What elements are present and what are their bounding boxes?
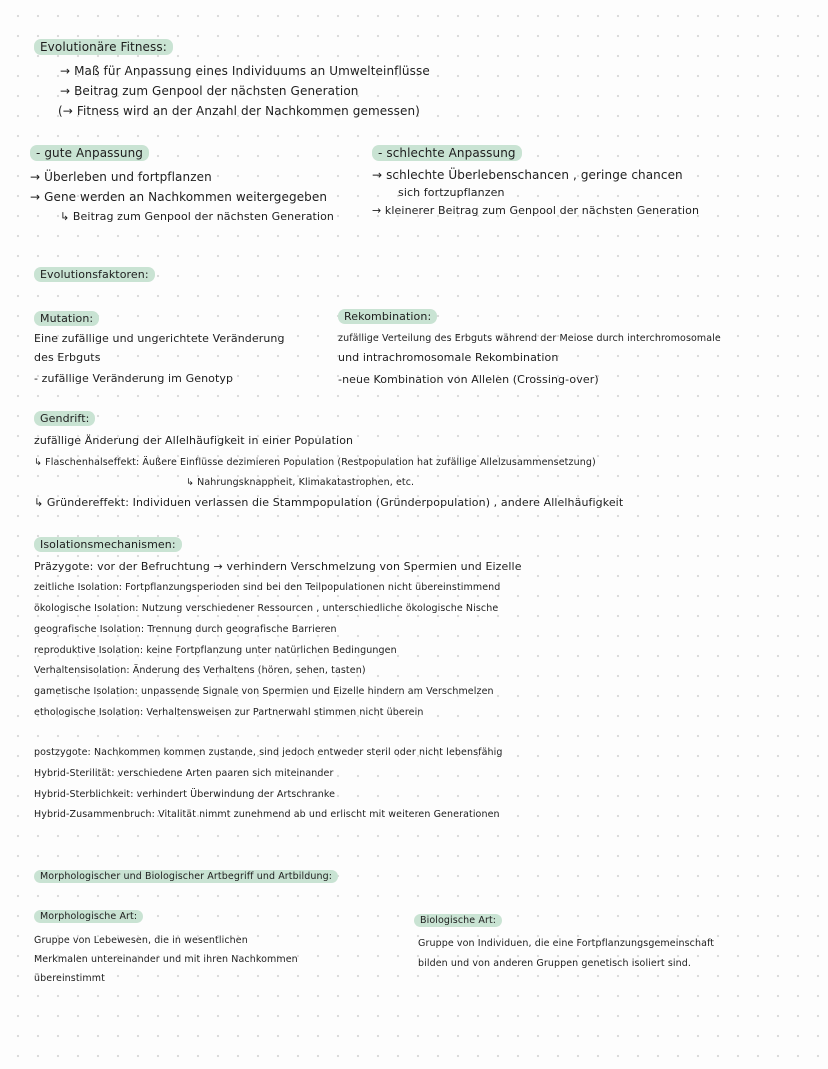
rekombination-line-3: -neue Kombination von Allelen (Crossing-over) — [338, 373, 599, 386]
fitness-line-1: → Maß für Anpassung eines Individuums an Umwelteinflüsse — [60, 64, 430, 78]
schlechte-heading: - schlechte Anpassung — [372, 146, 522, 160]
gendrift-heading: Gendrift: — [34, 412, 95, 426]
bio-line-1: Gruppe von Individuen, die eine Fortpflanzungsgemeinschaft — [418, 938, 715, 949]
schlechte-line-2: sich fortzupflanzen — [398, 186, 505, 199]
praezygot-line-2: zeitliche Isolation: Fortpflanzungsperioden sind bei den Teilpopulationen nicht übereinstimmend — [34, 582, 501, 593]
postzygot-line-1: postzygote: Nachkommen kommen zustande, sind jedoch entweder steril oder nicht lebensfähig — [34, 747, 503, 758]
postzygot-line-2: Hybrid-Sterilität: verschiedene Arten paaren sich miteinander — [34, 768, 334, 779]
rekombination-heading: Rekombination: — [338, 310, 437, 324]
fitness-line-3: (→ Fitness wird an der Anzahl der Nachkommen gemessen) — [58, 104, 420, 118]
rekombination-line-1: zufällige Verteilung des Erbguts während der Meiose durch interchromosomale — [338, 333, 721, 344]
fitness-line-2: → Beitrag zum Genpool der nächsten Generation — [60, 84, 359, 98]
praezygot-line-8: ethologische Isolation: Verhaltensweisen zur Partnerwahl stimmen nicht überein — [34, 707, 424, 718]
gendrift-line-1: zufällige Änderung der Allelhäufigkeit in einer Population — [34, 434, 354, 447]
morph-line-1: Gruppe von Lebewesen, die in wesentlichen — [34, 935, 248, 946]
artbegriff-heading: Morphologischer und Biologischer Artbegriff und Artbildung: — [34, 870, 338, 884]
rekombination-line-2: und intrachromosomale Rekombination — [338, 351, 559, 364]
praezygot-line-5: reproduktive Isolation: keine Fortpflanzung unter natürlichen Bedingungen — [34, 645, 397, 656]
praezygot-line-6: Verhaltensisolation: Änderung des Verhaltens (hören, sehen, tasten) — [34, 665, 366, 676]
gute-line-1: → Überleben und fortpflanzen — [30, 170, 212, 184]
postzygot-line-4: Hybrid-Zusammenbruch: Vitalität nimmt zunehmend ab und erlischt mit weiteren Generationen — [34, 809, 500, 820]
gute-line-3: ↳ Beitrag zum Genpool der nächsten Generation — [60, 210, 334, 223]
morph-line-3: übereinstimmt — [34, 973, 105, 984]
morph-line-2: Merkmalen untereinander und mit ihren Nachkommen — [34, 954, 298, 965]
praezygot-line-4: geografische Isolation: Trennung durch geografische Barrieren — [34, 624, 337, 635]
praezygot-line-1: Präzygote: vor der Befruchtung → verhindern Verschmelzung von Spermien und Eizelle — [34, 560, 522, 573]
postzygot-line-3: Hybrid-Sterblichkeit: verhindert Überwindung der Artschranke — [34, 789, 336, 800]
mutation-line-2: des Erbguts — [34, 351, 101, 364]
bio-line-2: bilden und von anderen Gruppen genetisch isoliert sind. — [418, 958, 691, 969]
praezygot-line-7: gametische Isolation: unpassende Signale von Spermien und Eizelle hindern am Verschmelzen — [34, 686, 494, 697]
bio-heading: Biologische Art: — [414, 914, 502, 928]
mutation-line-3: - zufällige Veränderung im Genotyp — [34, 372, 234, 385]
gendrift-line-2: ↳ Flaschenhalseffekt: Äußere Einflüsse dezimieren Population (Restpopulation hat zufällige Allelzusammensetzung) — [34, 457, 596, 468]
gute-line-2: → Gene werden an Nachkommen weitergegeben — [30, 190, 328, 204]
morph-heading: Morphologische Art: — [34, 910, 143, 924]
isolation-heading: Isolationsmechanismen: — [34, 538, 182, 552]
mutation-heading: Mutation: — [34, 312, 99, 326]
faktoren-heading: Evolutionsfaktoren: — [34, 268, 155, 282]
gendrift-line-3: ↳ Nahrungsknappheit, Klimakatastrophen, etc. — [186, 477, 415, 488]
gendrift-line-4: ↳ Gründereffekt: Individuen verlassen die Stammpopulation (Gründerpopulation) , andere Allelhäufigkeit — [34, 496, 624, 509]
schlechte-line-1: → schlechte Überlebenschancen , geringe chancen — [372, 168, 683, 182]
gute-heading: - gute Anpassung — [30, 146, 149, 160]
praezygot-line-3: ökologische Isolation: Nutzung verschiedener Ressourcen , unterschiedliche ökologische Nische — [34, 603, 499, 614]
mutation-line-1: Eine zufällige und ungerichtete Veränderung — [34, 332, 285, 345]
fitness-heading: Evolutionäre Fitness: — [34, 40, 173, 54]
schlechte-line-3: → kleinerer Beitrag zum Genpool der nächsten Generation — [372, 204, 700, 217]
